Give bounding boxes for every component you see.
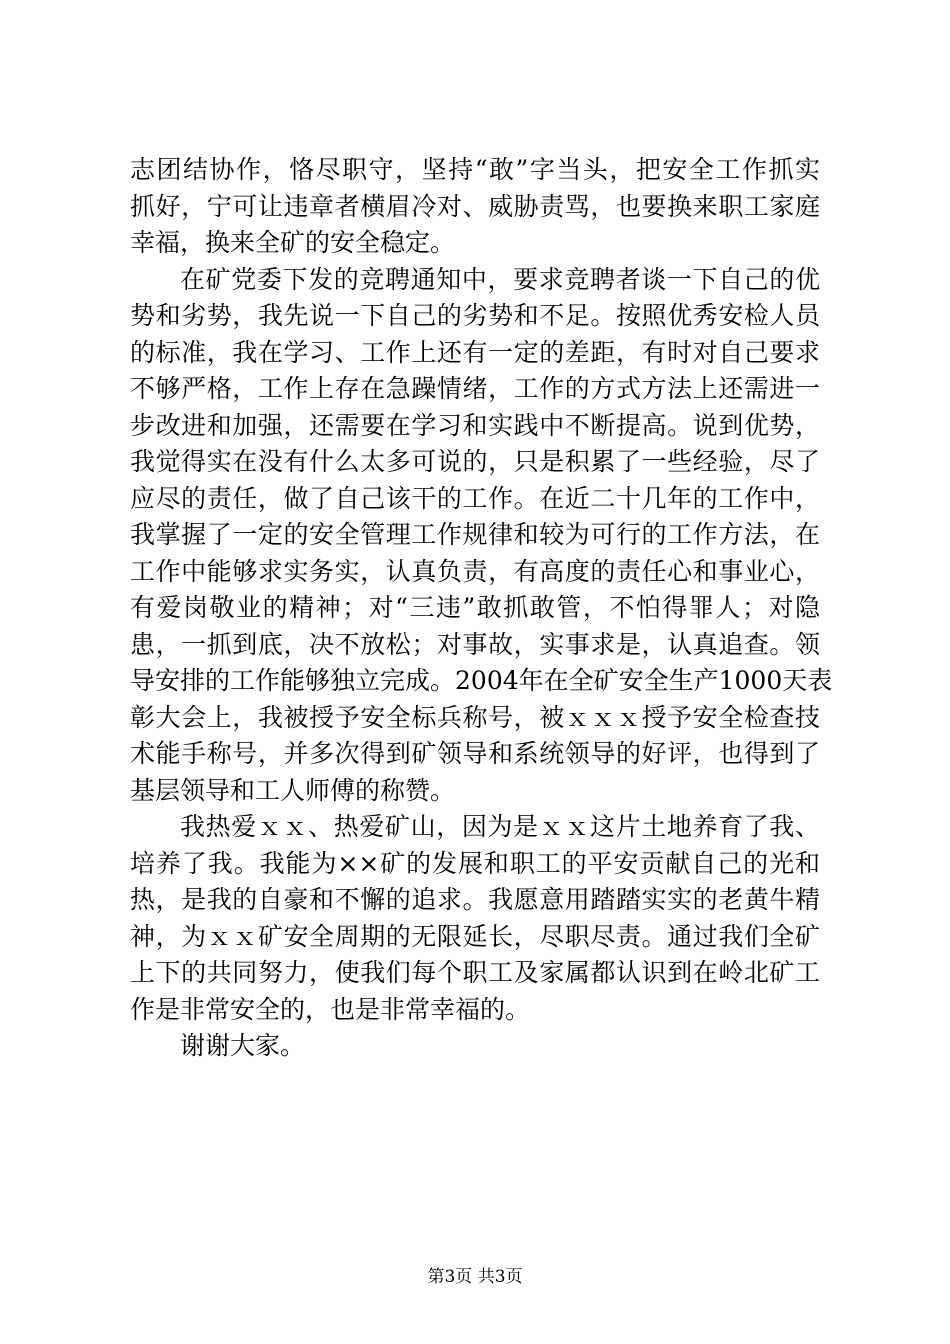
paragraph — [130, 1028, 820, 1065]
text-line: 我掌握了一定的安全管理工作规律和较为可行的工作方法，在 — [130, 520, 820, 549]
text-line: 上下的共同努力，使我们每个职工及家属都认识到在岭北矿工 — [130, 958, 820, 987]
text-line: 幸福，换来全矿的安全稳定。 — [130, 228, 456, 257]
text-line: 势和劣势，我先说一下自己的劣势和不足。按照优秀安检人员 — [130, 301, 820, 330]
page-footer — [0, 1266, 950, 1288]
text-line: 谢谢大家。 — [180, 1031, 306, 1060]
paragraph — [130, 152, 820, 262]
page-number-label: 第3页 共3页 — [427, 1267, 523, 1287]
text-line: 我觉得实在没有什么太多可说的，只是积累了一些经验，尽了 — [130, 447, 820, 476]
text-line: 的标准，我在学习、工作上还有一定的差距，有时对自己要求 — [130, 337, 820, 367]
text-line: 作是非常安全的，也是非常幸福的。 — [130, 994, 531, 1024]
text-line: 术能手称号，并多次得到矿领导和系统领导的好评，也得到了 — [130, 739, 820, 768]
document-body — [130, 152, 833, 1065]
text-line: 步改进和加强，还需要在学习和实践中不断提高。说到优势， — [130, 410, 820, 440]
text-line: 热，是我的自豪和不懈的追求。我愿意用踏踏实实的老黄牛精 — [130, 885, 820, 914]
text-line: 基层领导和工人师傅的称赞。 — [130, 775, 456, 805]
text-line: 导安排的工作能够独立完成。2004年在全矿安全生产1000天表 — [130, 666, 833, 695]
text-line: 志团结协作，恪尽职守，坚持“敢”字当头，把安全工作抓实 — [130, 155, 820, 184]
text-line: 抓好，宁可让违章者横眉冷对、威胁责骂，也要换来职工家庭 — [130, 191, 820, 221]
text-line: 患，一抓到底，决不放松；对事故，实事求是，认真追查。领 — [130, 629, 820, 659]
text-line: 不够严格，工作上存在急躁情绪，工作的方式方法上还需进一 — [130, 374, 820, 403]
text-line: 彰大会上，我被授予安全标兵称号，被ｘｘｘ授予安全检查技 — [130, 702, 820, 732]
text-line: 培养了我。我能为××矿的发展和职工的平安贡献自己的光和 — [130, 848, 820, 878]
text-line: 工作中能够求实务实，认真负责，有高度的责任心和事业心， — [130, 556, 820, 586]
text-line: 有爱岗敬业的精神；对“三违”敢抓敢管，不怕得罪人；对隐 — [130, 593, 820, 622]
text-line: 在矿党委下发的竞聘通知中，要求竞聘者谈一下自己的优 — [180, 264, 820, 294]
text-line: 我热爱ｘｘ、热爱矿山，因为是ｘｘ这片土地养育了我、 — [180, 812, 820, 841]
text-line: 神，为ｘｘ矿安全周期的无限延长，尽职尽责。通过我们全矿 — [130, 921, 820, 951]
paragraph — [130, 262, 833, 810]
text-line: 应尽的责任，做了自己该干的工作。在近二十几年的工作中， — [130, 483, 820, 513]
paragraph — [130, 809, 820, 1028]
